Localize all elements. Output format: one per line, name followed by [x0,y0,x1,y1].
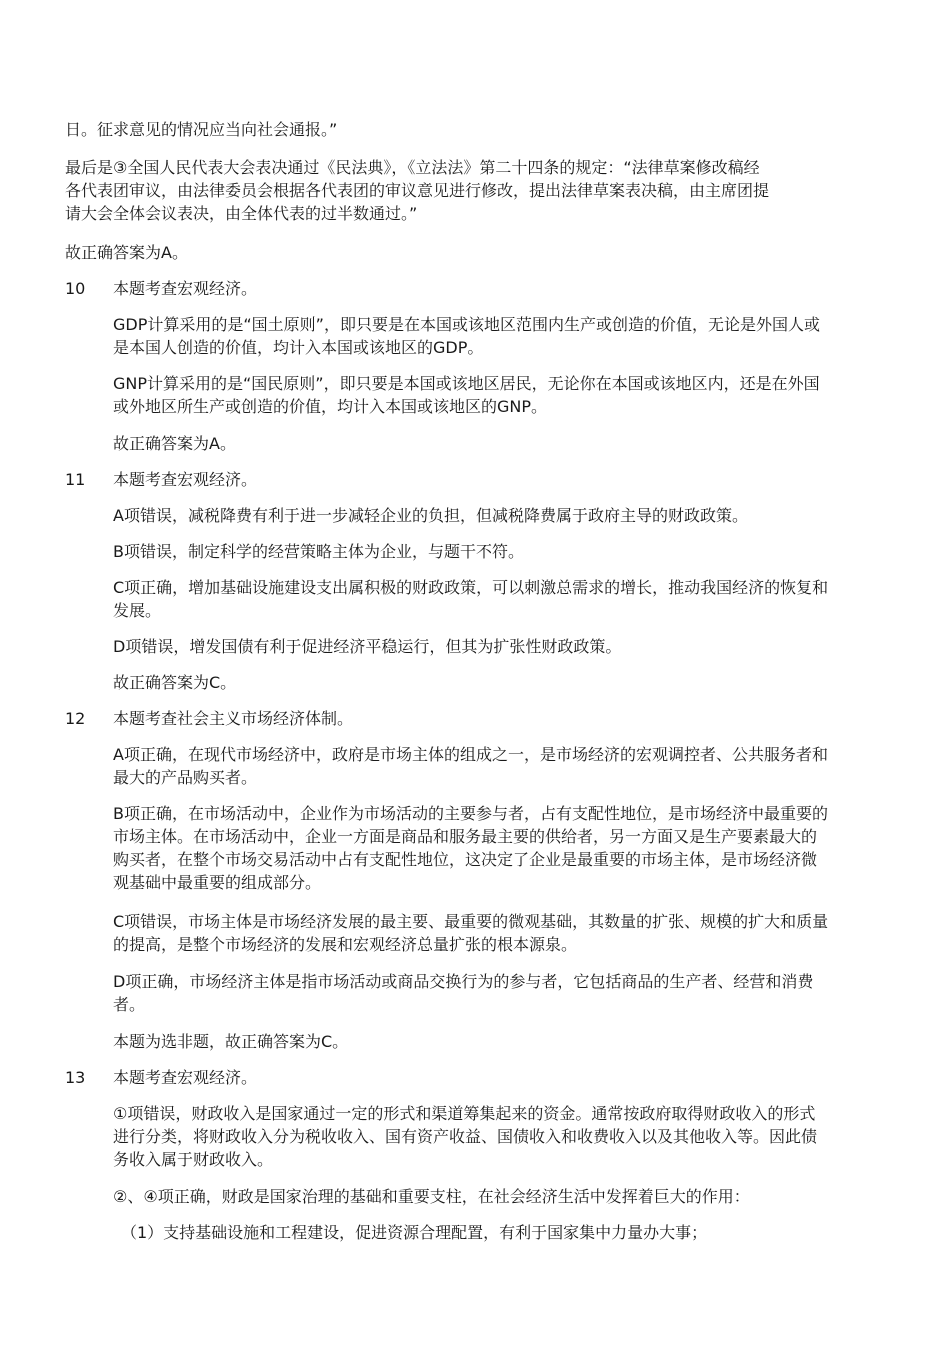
q12-option-c: C项错误，市场主体是市场经济发展的最主要、最重要的微观基础，其数量的扩张、规模的扩大和质量 的提高，是整个市场经济的发展和宏观经济总量扩张的根本源泉。 [113,912,829,954]
q11-answer: 故正确答案为C。 [113,673,237,692]
q11-option-b: B项错误，制定科学的经营策略主体为企业，与题干不符。 [113,542,524,561]
intro-paragraph-2: 最后是③全国人民代表大会表决通过《民法典》，《立法法》第二十四条的规定：“法律草案修改稿经 各代表团审议，由法律委员会根据各代表团的审议意见进行修改，提出法律草案表决稿，由主席团提 请大会全体会议表决，由全体代表的过半数通过。” [65,158,770,223]
question-number-10: 10 [65,279,86,298]
q10-paragraph-gnp: GNP计算采用的是“国民原则”，即只要是本国或该地区居民，无论你在本国或该地区内，还是在外国 或外地区所生产或创造的价值，均计入本国或该地区的GNP。 [113,374,820,416]
q12-option-d: D项正确，市场经济主体是指市场活动或商品交换行为的参与者，它包括商品的生产者、经营和消费 者。 [113,972,814,1014]
q12-heading: 本题考查社会主义市场经济体制。 [113,709,354,728]
question-number-13: 13 [65,1068,86,1087]
q10-answer: 故正确答案为A。 [113,434,236,453]
q12-answer: 本题为选非题，故正确答案为C。 [113,1032,349,1051]
question-number-12: 12 [65,709,86,728]
q12-option-a: A项正确，在现代市场经济中，政府是市场主体的组成之一，是市场经济的宏观调控者、公共服务者和 最大的产品购买者。 [113,745,828,787]
q13-paragraph-3: （1）支持基础设施和工程建设，促进资源合理配置，有利于国家集中力量办大事； [121,1223,708,1242]
intro-paragraph-1: 日。征求意见的情况应当向社会通报。” [65,120,338,139]
q11-option-d: D项错误，增发国债有利于促进经济平稳运行，但其为扩张性财政政策。 [113,637,622,656]
q11-option-c: C项正确，增加基础设施建设支出属积极的财政政策，可以刺激总需求的增长，推动我国经济的恢复和 发展。 [113,578,829,620]
intro-answer: 故正确答案为A。 [65,243,188,262]
q13-paragraph-1: ①项错误，财政收入是国家通过一定的形式和渠道筹集起来的资金。通常按政府取得财政收入的形式 进行分类，将财政收入分为税收收入、国有资产收益、国债收入和收费收入以及其他收入等。因此债 务收入属于财政收入。 [113,1104,818,1169]
q10-paragraph-gdp: GDP计算采用的是“国土原则”，即只要是在本国或该地区范围内生产或创造的价值，无论是外国人或 是本国人创造的价值，均计入本国或该地区的GDP。 [113,315,820,357]
q12-option-b: B项正确，在市场活动中，企业作为市场活动的主要参与者，占有支配性地位，是市场经济中最重要的 市场主体。在市场活动中，企业一方面是商品和服务最主要的供给者，另一方面又是生产要素最大的 购买者，在整个市场交易活动中占有支配性地位，这决定了企业是最重要的市场主体，是市场经济微 观基础中最重要的组成部分。 [113,804,828,892]
q10-heading: 本题考查宏观经济。 [113,279,258,298]
q11-heading: 本题考查宏观经济。 [113,470,258,489]
q13-paragraph-2: ②、④项正确，财政是国家治理的基础和重要支柱，在社会经济生活中发挥着巨大的作用： [113,1187,750,1206]
question-number-11: 11 [65,470,86,489]
q13-heading: 本题考查宏观经济。 [113,1068,258,1087]
q11-option-a: A项错误，减税降费有利于进一步减轻企业的负担，但减税降费属于政府主导的财政政策。 [113,506,748,525]
